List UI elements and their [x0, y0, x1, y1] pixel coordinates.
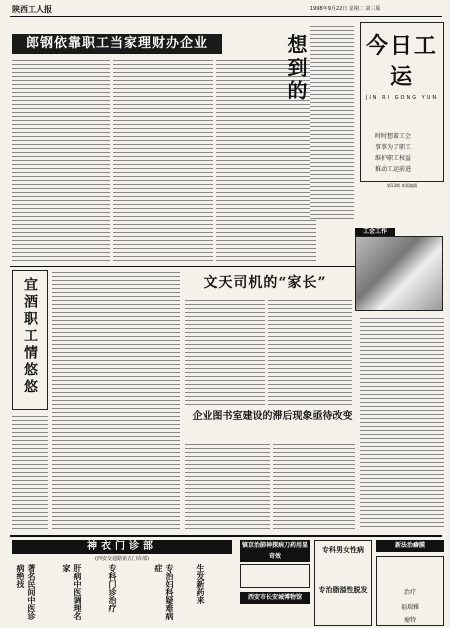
mid-article-col2 — [268, 298, 352, 406]
lead-article-col1 — [12, 58, 110, 263]
left-lower-article-2 — [12, 414, 48, 530]
right-ad-box — [240, 564, 310, 588]
side-article — [310, 24, 354, 219]
ad-column: 肝病中医调理名家 — [62, 564, 83, 620]
news-photo — [355, 236, 443, 311]
dateline: 1998年9月22日 星期二 第三版 — [310, 6, 381, 12]
bottom-article-col2 — [273, 442, 355, 530]
photo-label: 工会工作 — [355, 228, 395, 236]
mid-rule — [10, 266, 355, 267]
top-rule — [10, 16, 442, 17]
ad-column: 著名民间中医诊病绝技 — [16, 564, 37, 620]
column-box-line: 维护职工权益 — [375, 155, 412, 162]
left-lower-article — [52, 270, 180, 530]
ad-band-subtitle: (西安交通路第五门诊部) — [95, 556, 149, 562]
center-vertical-headline: 想到的 — [284, 34, 308, 103]
left-vertical-headline-box — [12, 270, 48, 410]
right-ad-box-2 — [314, 540, 372, 626]
right-ad-title: 镇京治肺神探病刀药用显奇效 — [241, 542, 308, 560]
mid-article-col1 — [185, 298, 265, 406]
right-ad-box-3 — [376, 556, 444, 626]
right-ad-headline: 专科男女性病 — [322, 546, 364, 554]
lead-headline: 郎钢依靠职工当家理财办企业 — [12, 34, 222, 54]
column-box-title: 今日工运 — [365, 33, 438, 90]
ad-column: 专治妇科疑难病症 — [154, 564, 175, 620]
column-box — [360, 22, 444, 188]
ad-rule — [10, 535, 442, 537]
left-vertical-headline: 宜酒职工情悠悠 — [22, 277, 38, 396]
ad-band-title: 神衣门诊部 — [12, 540, 232, 554]
column-box-footer: 第13期 本版编辑 — [386, 183, 418, 188]
masthead-title: 陕西工人报 — [12, 4, 52, 14]
column-box-line: 时时想着工会 — [375, 133, 412, 140]
right-ad-text: 瘤特 — [403, 617, 416, 624]
ad-column: 生发新药来 — [196, 564, 206, 604]
lead-article-col2 — [113, 58, 213, 263]
right-ad-museum: 西安市长安城博物馆 — [240, 592, 310, 604]
right-ad-text: 治疗 — [403, 589, 416, 596]
bottom-headline: 企业图书室建设的滞后现象亟待改变 — [192, 411, 353, 422]
column-box-pinyin: JIN RI GONG YUN — [365, 95, 439, 101]
mid-headline: 文天司机的“家长” — [203, 275, 327, 291]
bottom-article-col1 — [185, 442, 270, 530]
right-ad-text: 福瑞雅 — [400, 604, 419, 611]
column-box-line: 事事为了职工 — [375, 144, 412, 151]
right-ad-new: 新法治癖膜 — [376, 540, 444, 552]
right-lower-article — [360, 316, 444, 530]
right-ad-headline: 专治脂溢性脱发 — [318, 586, 368, 594]
column-box-line: 推动工运前进 — [375, 166, 412, 173]
ad-column: 专科门诊治疗 — [108, 564, 118, 612]
